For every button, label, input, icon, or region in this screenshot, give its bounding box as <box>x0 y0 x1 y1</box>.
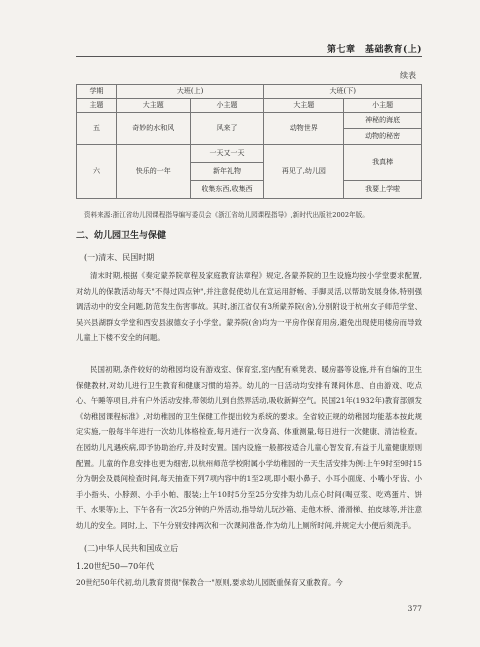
table-cell: 再见了,幼儿园 <box>264 145 344 199</box>
table-cell: 奇妙的水和风 <box>116 113 190 145</box>
table-cell: 新年礼物 <box>190 163 264 181</box>
running-head: 第七章 基础教育(上) <box>326 45 422 55</box>
page-number: 377 <box>407 604 422 613</box>
table-cell: 大班(下) <box>264 85 422 99</box>
continued-label: 续表 <box>400 71 416 80</box>
table-cell: 动物世界 <box>264 113 344 145</box>
section-title: 二、幼儿园卫生与保健 <box>76 231 167 241</box>
body-paragraph: 20世纪50年代初,幼儿教育贯彻"保教合一"原则,要求幼儿园既重保育又重教育。今 <box>76 578 343 587</box>
table-cell-text: 收集东西 <box>201 184 230 193</box>
table-cell: 神秘的海底 <box>344 113 422 129</box>
body-paragraph: 清末时期,根据《奏定蒙养院章程及家庭教育法章程》规定,各蒙养院的卫生设施均按小学堂要求配置,对幼儿的保教活动每天"不得过四点钟",并注意促使幼儿在宣运用舒畅、手脚灵活,以帮助发展身体,特别强调活动中的安全问题,防范发生伤害事故。其时,浙江省仅有3所蒙养院(舍),分别附设于杭州女子师范学堂、吴兴县湖群女学堂和西安县淑德女子小学堂。蒙养院(舍)均为一平房作保育用房,避免出现使用楼房而导致儿童上下楼不安全的问题。 <box>76 271 422 343</box>
table-cell: 快乐的一年 <box>116 145 190 199</box>
table-cell: 我要上学啦 <box>344 181 422 199</box>
body-paragraph: 民国初期,条件较好的幼稚园均设有游戏室、保育室,室内配有乘凳表、暖房器等设施,并有自编的卫生保健教材,对幼儿进行卫生教育和健康习惯的培养。幼儿的一日活动均安排有课间休息、自由游戏、吃点心、午睡等项目,并有户外活动安排,带领幼儿到自然界活动,吸收新鲜空气。民国21年(1932年)教育部颁发《幼稚园课程标准》,对幼稚园的卫生保健工作提出较为系统的要求。全省较正规的幼稚园均能基本按此规定实施,一般每半年进行一次幼儿体格检查,每月进行一次身高、体重测量,每日进行一次健康、清洁检查。在园幼儿凡遇疾病,即予协助治疗,并及时安置。国内设施一般都按适合儿童心智发育,有益于儿童健康原则配置。儿童的作息安排也更为细密,以杭州师范学校附属小学幼稚园的一天生活安排为例:上午9时至9时15分为朝会及晨间检查时间,每天抽查下列7项内容中的1至2项,即小眼小鼻子、小耳小面庞、小嘴小牙齿、小手小指头、小脖颈、小手小帕、服装;上午10时5分至25分安排为幼儿点心时间(喝豆浆、吃鸡蛋片、饼干、水果等);上、下午各有一次25分钟的户外活动,指导幼儿玩沙箱、走他木桥、滑滑梯、拍皮球等,并注意幼儿的安全。同时,上、下午分别安排两次和一次课间准备,作为幼儿上厕所时间,并规定大小便后须洗手。 <box>76 365 422 530</box>
table-cell: 大主题 <box>264 99 344 113</box>
table-row <box>77 85 422 99</box>
subheading: 1.20世纪50—70年代 <box>76 562 155 571</box>
table-cell: 我真棒 <box>344 145 422 181</box>
table-cell: 大班(上) <box>116 85 264 99</box>
table-cell: 小主题 <box>344 99 422 113</box>
table-cell: 五 <box>77 113 117 145</box>
table-cell: 主题 <box>77 99 117 113</box>
table-cell: 动物的秘密 <box>344 129 422 145</box>
table-cell: 大主题 <box>116 99 190 113</box>
table-cell: 六 <box>77 145 117 199</box>
curriculum-table <box>76 84 422 199</box>
table-cell: 学期 <box>77 85 117 99</box>
table-row <box>77 113 422 129</box>
table-row <box>77 145 422 163</box>
table-cell: 风来了 <box>190 113 264 145</box>
table-row <box>77 99 422 113</box>
table-cell: 一天又一天 <box>190 145 264 163</box>
subsection-title: (二)中华人民共和国成立后 <box>84 544 179 553</box>
subsection-title: (一)清末、民国时期 <box>84 253 155 262</box>
table-cell: 小主题 <box>190 99 264 113</box>
header-rule <box>76 56 422 57</box>
table-cell-text: 收集西 <box>231 184 253 193</box>
table-cell: 收集东西,收集西 <box>190 181 264 199</box>
table-source-note: 资料来源:浙江省幼儿园课程指导编写委员会《浙江省幼儿园课程指导》,新时代出版社2002年版。 <box>84 211 369 219</box>
